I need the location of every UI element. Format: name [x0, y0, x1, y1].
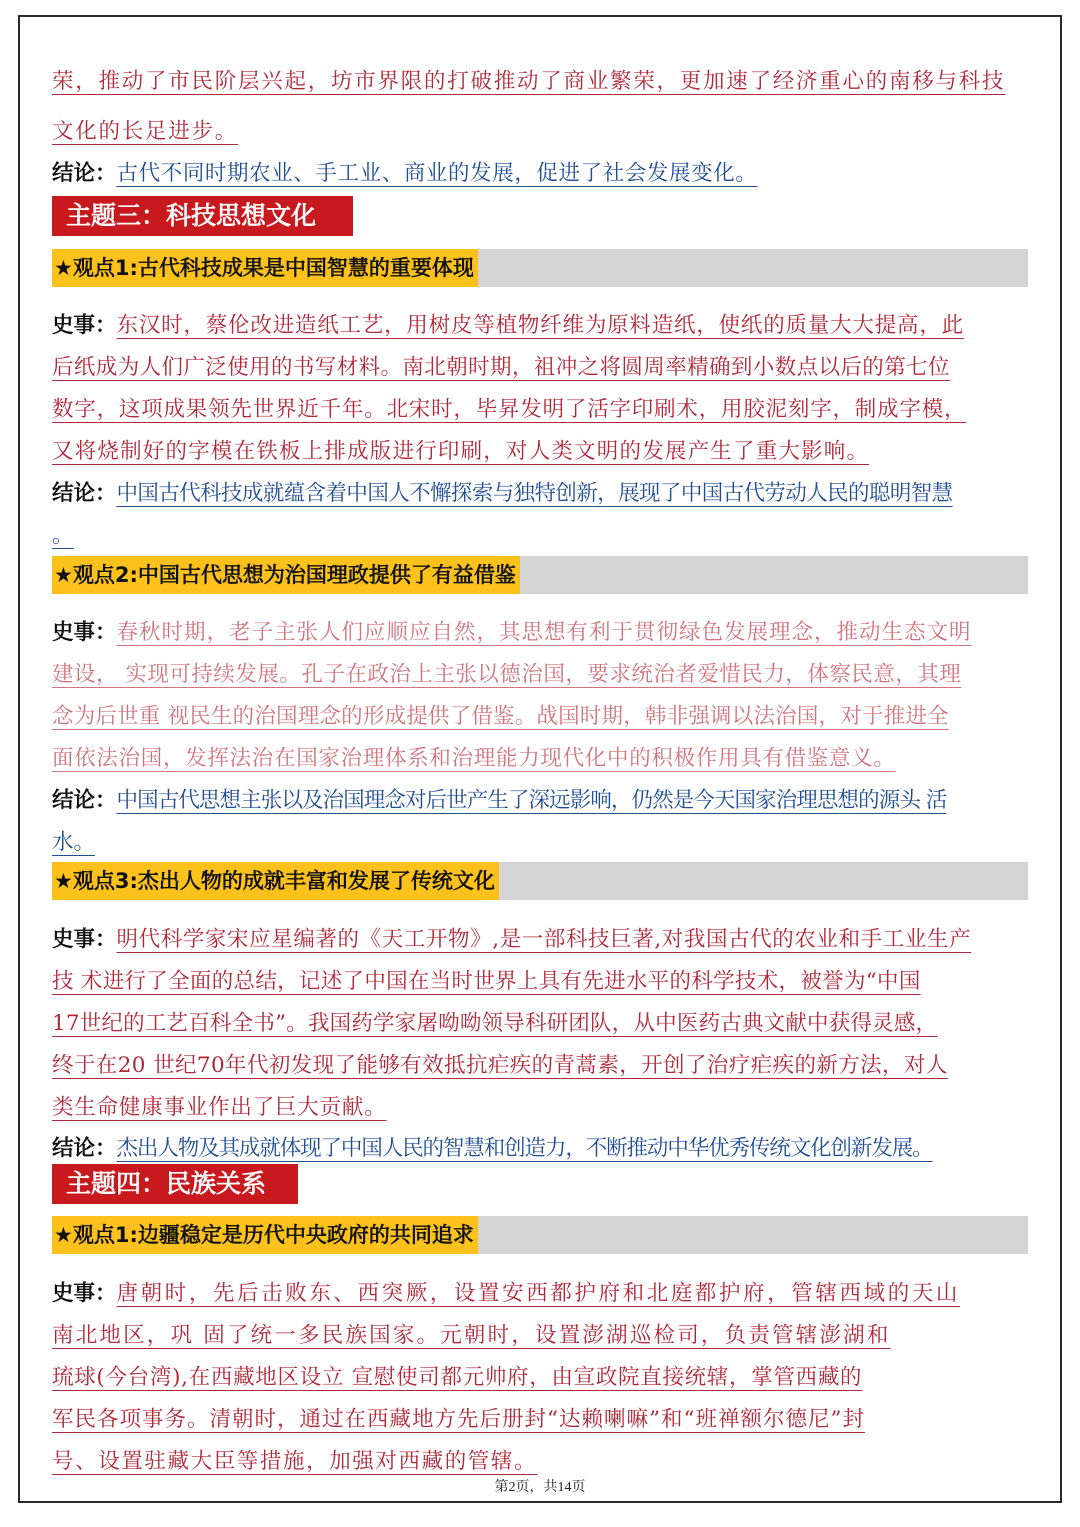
fact-label: 史事： — [52, 1281, 117, 1306]
conclusion-text: 中国古代科技成就蕴含着中国人不懈探索与独特创新，展现了中国古代劳动人民的聪明智慧 — [116, 481, 953, 506]
theme3-vp3-fact-line-1 — [52, 922, 971, 953]
theme4-vp1-fact-line-3: 琉球(今台湾),在西藏地区设立 宣慰使司都元帅府，由宣政院直接统辖，掌管西藏的 — [52, 1365, 863, 1390]
theme3-vp3-fact-line-4: 终于在20 世纪70年代初发现了能够有效抵抗疟疾的青蒿素，开创了治疗疟疾的新方法，对人 — [52, 1053, 948, 1078]
fact-text: 唐朝时，先后击败东、西突厥，设置安西都护府和北庭都护府，管辖西域的天山 — [116, 1281, 961, 1306]
theme3-viewpoint-2-bar — [52, 556, 1028, 594]
theme3-vp2-fact-line-1 — [52, 615, 972, 646]
theme3-vp1-fact-line-4: 又将烧制好的字模在铁板上排成版进行印刷，对人类文明的发展产生了重大影响。 — [52, 439, 870, 464]
fact-text: 春秋时期，老子主张人们应顺应自然，其思想有利于贯彻绿色发展理念，推动生态文明 — [116, 620, 972, 645]
intro-text-line-2: 文化的长足进步。 — [52, 119, 239, 144]
theme3-viewpoint-1-title: ★观点1:古代科技成果是中国智慧的重要体现 — [52, 249, 478, 287]
fact-text: 明代科学家宋应星编著的《天工开物》,是一部科技巨著,对我国古代的农业和手工业生产 — [116, 927, 972, 952]
theme4-vp1-fact-line-2: 南北地区，巩 固了统一多民族国家。元朝时，设置澎湖巡检司，负责管辖澎湖和 — [52, 1323, 891, 1348]
conclusion-text: 中国古代思想主张以及治国理念对后世产生了深远影响，仍然是今天国家治理思想的源头 活 — [116, 788, 947, 813]
theme3-vp1-fact-line-1 — [52, 308, 964, 339]
conclusion-label: 结论： — [52, 161, 117, 186]
theme-3-title: 主题三：科技思想文化 — [52, 196, 353, 236]
theme4-viewpoint-1-title: ★观点1:边疆稳定是历代中央政府的共同追求 — [52, 1216, 478, 1254]
theme3-vp1-conclusion-line-2: 。 — [52, 523, 74, 548]
conclusion-label: 结论： — [52, 788, 117, 813]
theme3-vp3-conclusion — [52, 1131, 933, 1162]
fact-label: 史事： — [52, 927, 117, 952]
theme3-vp2-fact-line-3: 念为后世重 视民生的治国理念的形成提供了借鉴。战国时期，韩非强调以法治国，对于推进全 — [52, 704, 949, 729]
theme-4-title: 主题四：民族关系 — [52, 1164, 298, 1204]
theme3-vp1-fact-line-3: 数字，这项成果领先世界近千年。北宋时，毕昇发明了活字印刷术，用胶泥刻字，制成字模， — [52, 397, 967, 422]
fact-label: 史事： — [52, 313, 117, 338]
conclusion-text: 古代不同时期农业、手工业、商业的发展，促进了社会发展变化。 — [116, 161, 758, 186]
theme4-vp1-fact-line-5: 号、设置驻藏大臣等措施，加强对西藏的管辖。 — [52, 1449, 538, 1474]
theme3-vp3-fact-line-5: 类生命健康事业作出了巨大贡献。 — [52, 1095, 387, 1120]
theme3-vp1-fact-line-2: 后纸成为人们广泛使用的书写材料。南北朝时期，祖冲之将圆周率精确到小数点以后的第七位 — [52, 355, 950, 380]
theme3-vp3-fact-line-3: 17世纪的工艺百科全书”。我国药学家屠呦呦领导科研团队，从中医药古典文献中获得灵感， — [52, 1011, 938, 1036]
theme3-vp2-conclusion-line-2: 水。 — [52, 830, 96, 855]
intro-text-line-1: 荣，推动了市民阶层兴起，坊市界限的打破推动了商业繁荣，更加速了经济重心的南移与科技 — [52, 69, 1006, 94]
theme4-vp1-fact-line-1 — [52, 1276, 960, 1307]
theme4-viewpoint-1-bar — [52, 1216, 1028, 1254]
theme4-vp1-fact-line-4: 军民各项事务。清朝时，通过在西藏地方先后册封“达赖喇嘛”和“班禅额尔德尼”封 — [52, 1407, 865, 1432]
conclusion-label: 结论： — [52, 1136, 117, 1161]
intro-conclusion — [52, 156, 757, 187]
theme3-viewpoint-3-title: ★观点3:杰出人物的成就丰富和发展了传统文化 — [52, 862, 499, 900]
conclusion-label: 结论： — [52, 481, 117, 506]
fact-text: 东汉时，蔡伦改进造纸工艺，用树皮等植物纤维为原料造纸，使纸的质量大大提高，此 — [116, 313, 964, 338]
fact-label: 史事： — [52, 620, 117, 645]
theme3-vp2-conclusion — [52, 783, 946, 814]
theme3-viewpoint-2-title: ★观点2:中国古代思想为治国理政提供了有益借鉴 — [52, 556, 520, 594]
page-number: 第2页，共14页 — [494, 1480, 586, 1495]
theme3-vp2-fact-line-2: 建设， 实现可持续发展。孔子在政治上主张以德治国，要求统治者爱惜民力，体察民意，其理 — [52, 662, 962, 687]
conclusion-text: 杰出人物及其成就体现了中国人民的智慧和创造力，不断推动中华优秀传统文化创新发展。 — [116, 1136, 933, 1161]
theme3-vp1-conclusion — [52, 476, 953, 507]
theme3-vp3-fact-line-2: 技 术进行了全面的总结，记述了中国在当时世界上具有先进水平的科学技术，被誉为“中国 — [52, 969, 921, 994]
theme3-viewpoint-1-bar — [52, 249, 1028, 287]
theme3-viewpoint-3-bar — [52, 862, 1028, 900]
theme3-vp2-fact-line-4: 面依法治国，发挥法治在国家治理体系和治理能力现代化中的积极作用具有借鉴意义。 — [52, 746, 896, 771]
